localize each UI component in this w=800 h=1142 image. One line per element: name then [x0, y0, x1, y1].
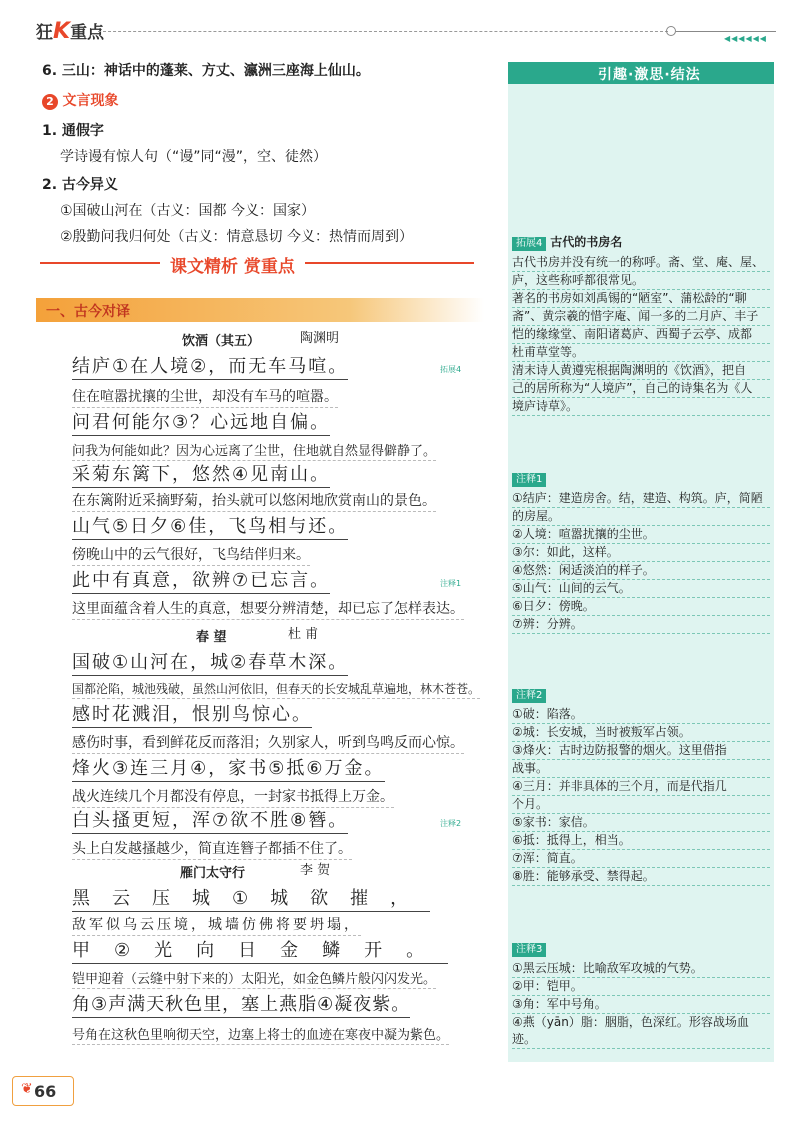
p2-trans-3: 头上白发越搔越少，简直连簪子都插不住了。	[72, 838, 352, 860]
zs3-heading	[512, 940, 546, 957]
tz4-line: 著名的书房如刘禹锡的“陋室”、蒲松龄的“聊	[512, 290, 770, 308]
zs3-line: ②甲：铠甲。	[512, 978, 770, 996]
tongjia-title: 1. 通假字	[42, 123, 104, 139]
wenyan-title: 文言现象	[62, 93, 119, 109]
p1-trans-4: 这里面蕴含着人生的真意，想要分辨清楚，却已忘了怎样表达。	[72, 598, 464, 620]
p3-trans-0: 敌军似乌云压境，城墙仿佛将要坍塌，	[72, 914, 361, 936]
zs1-line: ⑥日夕：傍晚。	[512, 598, 770, 616]
zs1-tag: 注释1	[512, 473, 546, 487]
p3-orig-1: 甲②光向日金鳞开。	[72, 936, 448, 964]
p1-orig-3: 山气⑤日夕⑥佳，飞鸟相与还。	[72, 512, 348, 540]
gujin-2: ②殷勤问我归何处（古义：情意恳切 今义：热情而周到）	[60, 229, 413, 245]
band	[36, 298, 484, 322]
tz4-line: 古代书房并没有统一的称呼。斋、堂、庵、屋、	[512, 254, 770, 272]
p2-trans-0: 国都沦陷，城池残破，虽然山河依旧，但春天的长安城乱草遍地，林木苍苍。	[72, 680, 480, 699]
zs2-heading	[512, 686, 546, 703]
p2-trans-2: 战火连续几个月都没有停息，一封家书抵得上万金。	[72, 786, 394, 808]
p2-orig-2: 烽火③连三月④，家书⑤抵⑥万金。	[72, 754, 385, 782]
zs2-line: ③烽火：古时边防报警的烟火。这里借指	[512, 742, 770, 760]
tz4-tag: 拓展4	[512, 237, 546, 251]
tz4-heading	[512, 234, 622, 251]
zs3-body	[512, 960, 770, 1049]
zs2-line: ⑧胜：能够承受、禁得起。	[512, 868, 770, 886]
item6: 6. 三山：神话中的蓬莱、方丈、瀛洲三座海上仙山。	[42, 63, 370, 79]
tz4-line: 清末诗人黄遵宪根据陶渊明的《饮酒》，把自	[512, 362, 770, 380]
p2-orig-0: 国破①山河在，城②春草木深。	[72, 648, 348, 676]
mark-tz4[interactable]: 拓展4	[440, 365, 462, 374]
poem2-title: 春 望	[196, 630, 227, 645]
p3-trans-2: 号角在这秋色里响彻天空，边塞上将士的血迹在寒夜中凝为紫色。	[72, 1024, 449, 1045]
brand-pre: 狂	[36, 23, 53, 43]
p3-orig-2: 角③声满天秋色里，塞上燕脂④凝夜紫。	[72, 990, 410, 1018]
p1-trans-2: 在东篱附近采摘野菊，抬头就可以悠闲地欣赏南山的景色。	[72, 490, 436, 512]
tz4-line: 境庐诗草》。	[512, 398, 770, 416]
p3-orig-0: 黑云压城①城欲摧，	[72, 884, 430, 912]
gujin-title: 2. 古今异义	[42, 177, 118, 193]
panel-header	[508, 62, 774, 84]
mark-zs2[interactable]: 注释2	[440, 819, 462, 828]
brand-logo	[36, 18, 104, 44]
poem3-author: 李 贺	[300, 863, 331, 878]
p2-orig-1: 感时花溅泪，恨别鸟惊心。	[72, 700, 312, 728]
poem1-author: 陶渊明	[300, 331, 340, 346]
zs2-line: ⑥抵：抵得上，相当。	[512, 832, 770, 850]
header-divider	[98, 31, 668, 32]
poem1-title: 饮酒（其五）	[182, 334, 261, 349]
p1-orig-0: 结庐①在人境②，而无车马喧。	[72, 352, 348, 380]
page-number: 66	[34, 1082, 57, 1101]
p3-trans-1: 铠甲迎着（云缝中射下来的）太阳光，如金色鳞片般闪闪发光。	[72, 968, 436, 989]
zs1-body	[512, 490, 770, 634]
zs2-line: ④三月：并非具体的三个月，而是代指几	[512, 778, 770, 796]
gujin-1: ①国破山河在（古义：国都 今义：国家）	[60, 203, 315, 219]
p1-trans-0: 住在喧嚣扰攘的尘世，却没有车马的喧嚣。	[72, 386, 338, 408]
p2-orig-3: 白头搔更短，浑⑦欲不胜⑧簪。	[72, 806, 348, 834]
leaf-icon: ❦	[21, 1081, 33, 1097]
zs1-line: ⑤山气：山间的云气。	[512, 580, 770, 598]
zs1-line: ⑦辨：分辨。	[512, 616, 770, 634]
band-title: 一、古今对译	[46, 304, 130, 320]
tz4-line: 己的居所称为“人境庐”，自己的诗集名为《人	[512, 380, 770, 398]
tz4-line: 杜甫草堂等。	[512, 344, 770, 362]
zs2-line: ②城：长安城，当时被叛军占领。	[512, 724, 770, 742]
zs1-heading	[512, 470, 546, 487]
header-divider-right	[676, 31, 776, 32]
zs1-line: 的房屋。	[512, 508, 770, 526]
tz4-body	[512, 254, 770, 416]
p1-trans-1: 问我为何能如此？因为心远离了尘世，住地就自然显得僻静了。	[72, 440, 436, 461]
poem3-title: 雁门太守行	[180, 866, 246, 881]
zs2-line: ①破：陷落。	[512, 706, 770, 724]
p2-trans-1: 感伤时事，看到鲜花反而落泪；久别家人，听到鸟鸣反而心惊。	[72, 732, 464, 754]
brand-k: K	[53, 19, 71, 44]
zs3-line: ④燕（yān）脂：胭脂，色深红。形容战场血迹。	[512, 1014, 770, 1049]
zs1-line: ①结庐：建造房舍。结，建造、构筑。庐，简陋	[512, 490, 770, 508]
zs2-line: ⑤家书：家信。	[512, 814, 770, 832]
zs2-tag: 注释2	[512, 689, 546, 703]
zs2-line: 战事。	[512, 760, 770, 778]
tz4-title: 古代的书房名	[550, 235, 623, 249]
zs1-line: ②人境：喧嚣扰攘的尘世。	[512, 526, 770, 544]
zs3-tag: 注释3	[512, 943, 546, 957]
zs3-line: ③角：军中号角。	[512, 996, 770, 1014]
wenyan-heading	[42, 92, 118, 110]
poem2-author: 杜 甫	[288, 627, 319, 642]
p1-trans-3: 傍晚山中的云气很好，飞鸟结伴归来。	[72, 544, 310, 566]
zs2-line: 个月。	[512, 796, 770, 814]
zs2-body	[512, 706, 770, 886]
section-title: 课文精析 赏重点	[160, 252, 305, 277]
brand-post: 重点	[70, 23, 105, 43]
p1-orig-1: 问君何能尔③？心远地自偏。	[72, 408, 330, 436]
zs1-line: ④悠然：闲适淡泊的样子。	[512, 562, 770, 580]
p1-orig-4: 此中有真意，欲辨⑦已忘言。	[72, 566, 330, 594]
tz4-line: 恺的缘缘堂、南阳诸葛庐、西蜀子云亭、成都	[512, 326, 770, 344]
arrow-decor-icon: ◀◀◀◀◀◀	[724, 34, 767, 43]
panel-title: 引趣·激思·结法	[598, 67, 701, 83]
tz4-line: 斋”、黄宗羲的惜字庵、闻一多的二月庐、丰子	[512, 308, 770, 326]
mark-zs1[interactable]: 注释1	[440, 579, 462, 588]
wenyan-badge: 2	[42, 94, 58, 110]
zs1-line: ③尔：如此，这样。	[512, 544, 770, 562]
zs2-line: ⑦浑：简直。	[512, 850, 770, 868]
tongjia-line: 学诗谩有惊人句（“谩”同“漫”，空、徒然）	[60, 149, 328, 165]
p1-orig-2: 采菊东篱下，悠然④见南山。	[72, 460, 330, 488]
zs3-line: ①黑云压城：比喻敌军攻城的气势。	[512, 960, 770, 978]
header-circle-icon	[666, 26, 676, 36]
tz4-line: 庐，这些称呼都很常见。	[512, 272, 770, 290]
